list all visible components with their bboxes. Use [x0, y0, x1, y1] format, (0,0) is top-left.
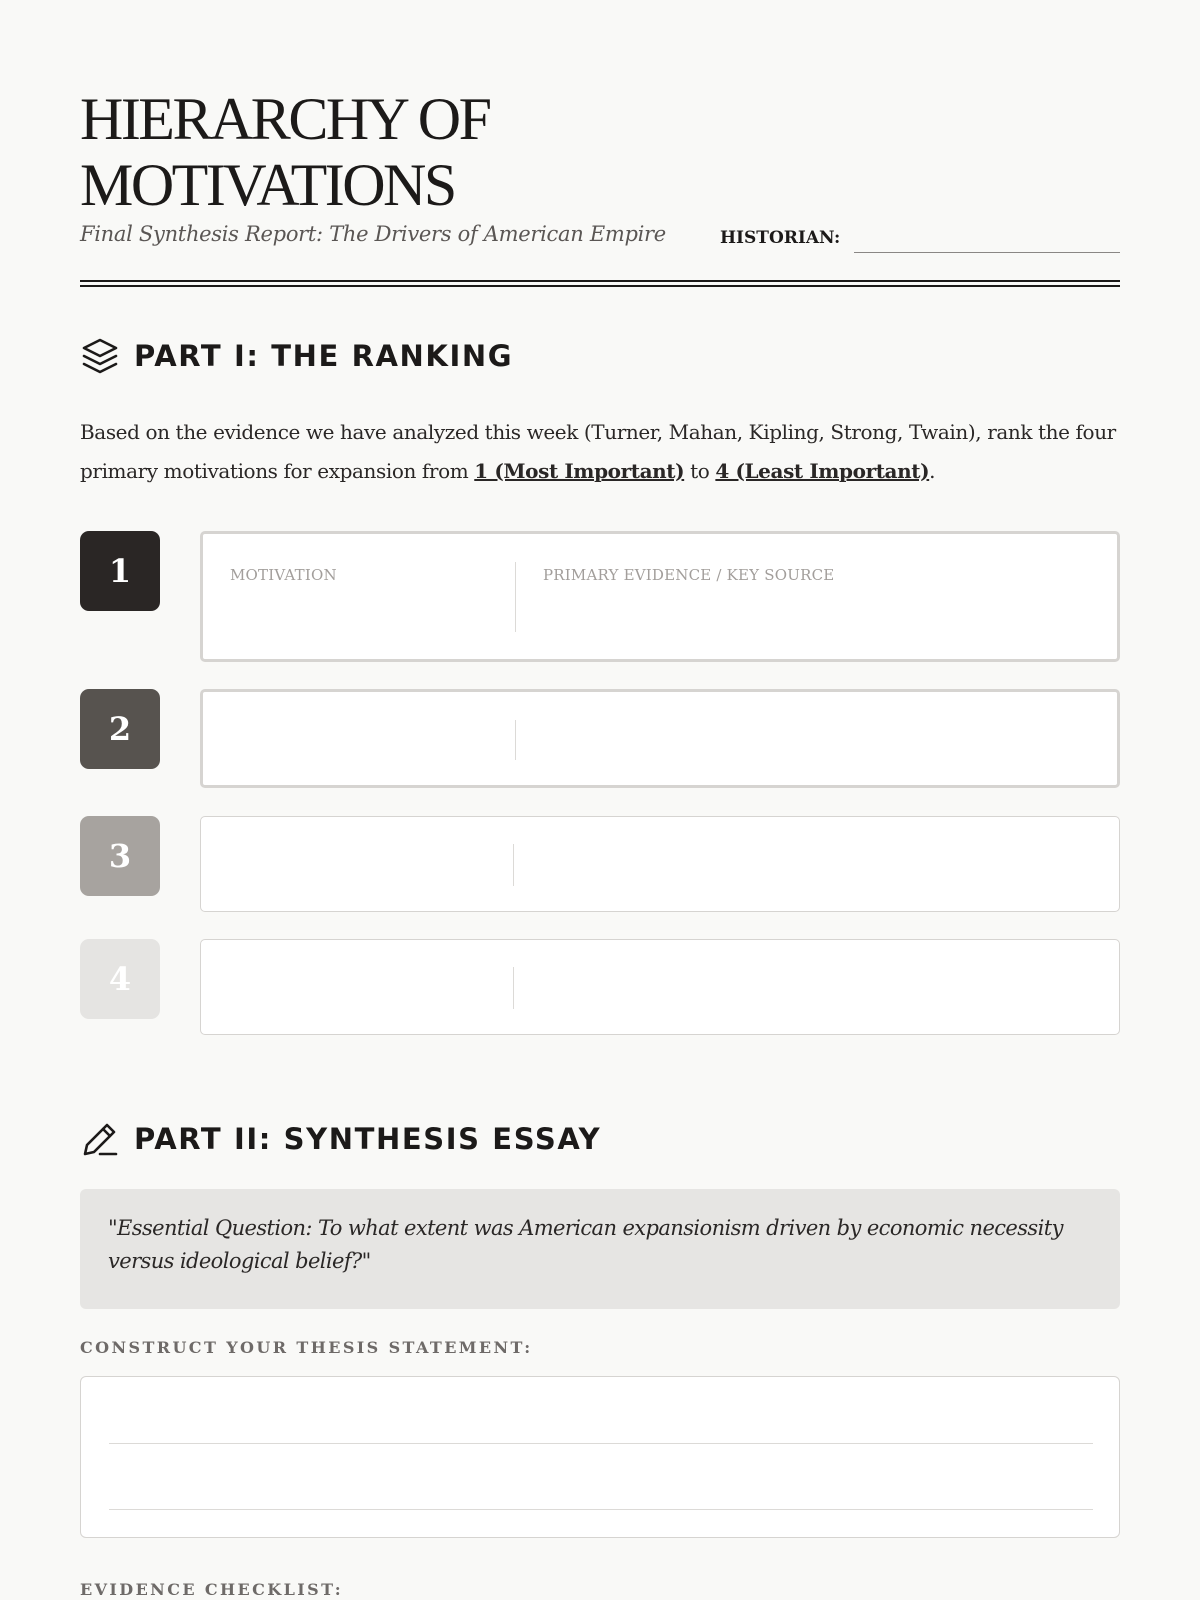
rank-4-evidence-field[interactable] [517, 940, 1117, 1033]
pen-icon [80, 1119, 120, 1159]
historian-label: HISTORIAN: [720, 228, 841, 248]
part-1-title: PART I: THE RANKING [134, 339, 514, 373]
part-1-heading [80, 336, 513, 376]
rank-row-1 [200, 531, 1120, 662]
rank-2-evidence-field[interactable] [519, 692, 1117, 785]
most-important-label: 1 (Most Important) [474, 459, 685, 483]
rank-row-4 [200, 939, 1120, 1035]
thesis-writing-line [109, 1509, 1093, 1510]
thesis-writing-line [109, 1443, 1093, 1444]
least-important-label: 4 (Least Important) [715, 459, 930, 483]
rank-badge-3: 3 [80, 816, 160, 896]
rank-row-2 [200, 689, 1120, 788]
rank-3-evidence-field[interactable] [517, 817, 1117, 910]
intro-text-c: . [929, 459, 936, 483]
essential-question-box [80, 1189, 1120, 1309]
part-2-heading [80, 1119, 601, 1159]
rank-badge-2: 2 [80, 689, 160, 769]
ranking-instructions [80, 413, 1120, 491]
rank-badge-1: 1 [80, 531, 160, 611]
title-line-1: HIERARCHY OF [80, 86, 490, 152]
thesis-label: CONSTRUCT YOUR THESIS STATEMENT: [80, 1338, 533, 1357]
rank-4-motivation-field[interactable] [201, 940, 511, 1033]
evidence-column-label: PRIMARY EVIDENCE / KEY SOURCE [543, 566, 835, 584]
intro-text-a: Based on the evidence we have analyzed this week (Turner, Mahan, Kipling, Strong, Twain), rank the four primary motivations for expansion from [80, 420, 1116, 483]
rank-row-3 [200, 816, 1120, 912]
column-divider [513, 844, 514, 886]
rank-badge-4: 4 [80, 939, 160, 1019]
intro-text-b: to [684, 459, 716, 483]
header-divider [80, 280, 1120, 287]
rank-2-motivation-field[interactable] [203, 692, 513, 785]
motivation-column-label: MOTIVATION [230, 566, 337, 584]
column-divider [515, 562, 516, 632]
part-2-title: PART II: SYNTHESIS ESSAY [134, 1122, 602, 1156]
column-divider [513, 967, 514, 1009]
historian-name-field[interactable] [854, 252, 1120, 253]
evidence-checklist-label: EVIDENCE CHECKLIST: [80, 1580, 344, 1599]
rank-3-motivation-field[interactable] [201, 817, 511, 910]
rank-1-evidence-field[interactable] [519, 588, 1117, 658]
title-line-2: MOTIVATIONS [80, 152, 455, 218]
layers-icon [80, 336, 120, 376]
rank-1-motivation-field[interactable] [203, 588, 513, 658]
thesis-input[interactable] [80, 1376, 1120, 1538]
essential-question: "Essential Question: To what extent was American expansionism driven by economic necessity versus ideological belief?" [108, 1216, 1063, 1273]
report-subtitle: Final Synthesis Report: The Drivers of American Empire [80, 222, 666, 246]
column-divider [515, 720, 516, 760]
page-title [80, 86, 489, 218]
worksheet-page [80, 0, 1120, 1600]
